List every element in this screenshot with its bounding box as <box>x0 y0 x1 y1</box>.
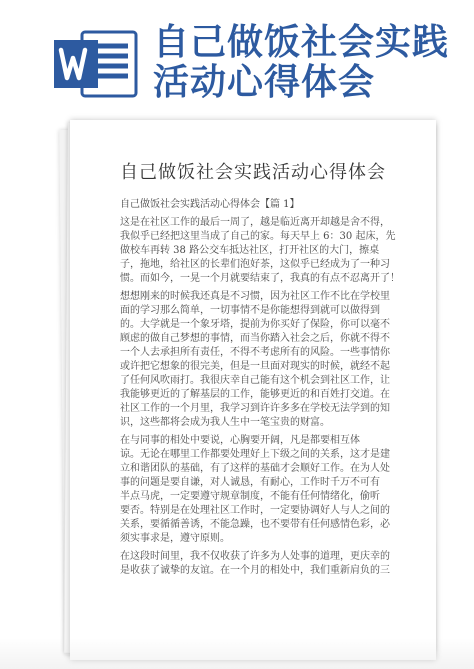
paragraph-line: 社区工作的一个月里，我学习到许许多多在学校无法学到的知 <box>120 403 390 414</box>
paragraph-line: 面的学习那么简单，一切事情不是你能想得到就可以做得到 <box>120 305 380 316</box>
paragraph-line: 要否。特别是在处理社区工作时，一定要协调好人与人之间的 <box>120 505 390 516</box>
paragraph-line: 惯。而如今，一晃一个月就要结束了，我真的有点不忍离开了！ <box>120 273 400 284</box>
paragraph-line: 在与同事的相处中要说，心胸要开阔，凡是都要相互体 <box>120 435 360 446</box>
header-banner <box>0 0 474 118</box>
paragraph <box>120 434 390 546</box>
paragraph-line: 子，拖地，给社区的长辈们泡好茶，这似乎已经成为了一种习 <box>120 259 390 270</box>
word-document-icon <box>52 28 140 100</box>
banner-title-line-1: 自己做饭社会实践 <box>153 22 450 63</box>
paragraph-line: 这是在社区工作的最后一周了，越是临近离开却越是舍不得， <box>120 217 390 228</box>
document-page <box>70 120 436 660</box>
paragraph-line: 了任何风吹雨打。我很庆幸自己能有这个机会到社区工作，让 <box>120 375 390 386</box>
paragraph-line: 想想刚来的时候我还真是不习惯，因为社区工作不比在学校里 <box>120 291 390 302</box>
paragraph-line: 识，这些都将会成为我人生中一笔宝贵的财富。 <box>120 417 330 428</box>
paragraph-line: 半点马虎，一定要遵守规章制度，不能有任何情绪化，偷听 <box>120 491 380 502</box>
paragraph-line: 我似乎已经把这里当成了自己的家。每天早上 6：30 起床，先 <box>120 231 396 242</box>
paragraph-line: 事的问题是要自谦，对人诚恳，有耐心，工作时千万不可有 <box>120 477 380 488</box>
paragraph-line: 我能够更近的了解基层的工作，能够更近的和百姓打交道。在 <box>120 389 390 400</box>
paragraph-line: 关系，要循循善诱，不能急躁，也不要带有任何感情色彩，必 <box>120 519 390 530</box>
document-body <box>120 198 400 582</box>
paragraph-line: 做校车再转 38 路公交车抵达社区，打开社区的大门，擦桌 <box>120 245 380 256</box>
paragraph-line: 在这段时间里，我不仅收获了许多为人处事的道理，更庆幸的 <box>120 551 390 562</box>
paragraph <box>120 550 390 578</box>
paragraph-line: 顾虑的做自己梦想的事情，而当你踏入社会之后，你就不得不 <box>120 333 390 344</box>
bottom-fade <box>0 638 474 669</box>
paragraph-line: 立和谐团队的基础，有了这样的基础才会顺好工作。在为人处 <box>120 463 390 474</box>
document-subtitle: 自己做饭社会实践活动心得体会【篇 1】 <box>120 199 300 210</box>
paragraph-line: 或许把它想象的很完美，但是一旦面对现实的时候，就经不起 <box>120 361 390 372</box>
paragraph <box>120 216 400 286</box>
paragraph <box>120 290 390 430</box>
banner-title <box>153 23 463 103</box>
paragraph-line: 是收获了诚挚的友谊。在一个月的相处中，我们重新肩负的三 <box>120 565 390 576</box>
paragraph-line: 一个人去承担所有责任，不得不考虑所有的风险。一些事情你 <box>120 347 390 358</box>
banner-title-line-2: 活动心得体会 <box>153 62 376 103</box>
paragraph-line: 的。大学就是一个象牙塔，提前为你买好了保险，你可以毫不 <box>120 319 390 330</box>
paragraph-line: 须实事求是，遵守原则。 <box>120 533 230 544</box>
document-title: 自己做饭社会实践活动心得体会 <box>120 162 386 183</box>
paragraph-line: 谅。无论在哪里工作都要处理好上下级之间的关系，这才是建 <box>120 449 390 460</box>
